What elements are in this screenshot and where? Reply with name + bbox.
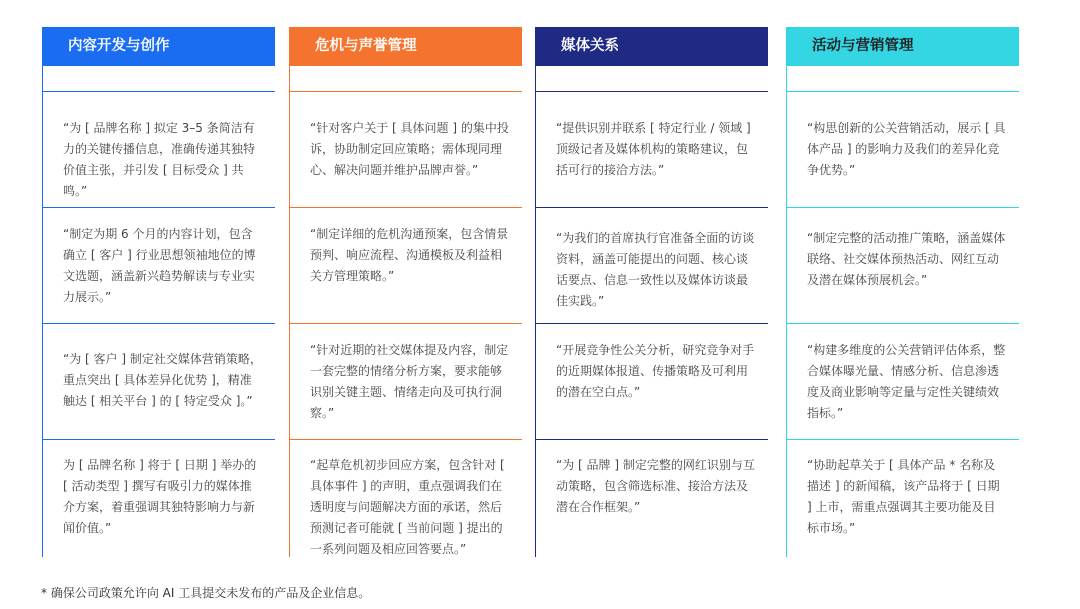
column-header: 危机与声誉管理	[289, 27, 522, 66]
divider	[536, 207, 768, 208]
prompt-item: “针对近期的社交媒体提及内容，制定一套完整的情绪分析方案，要求能够识别关键主题、情绪走向及可执行洞察。”	[310, 343, 509, 420]
divider	[536, 439, 768, 440]
divider	[787, 207, 1019, 208]
prompt-item: “为 [ 客户 ] 制定社交媒体营销策略，重点突出 [ 具体差异化优势 ]，精准触达 [ 相关平台 ] 的 [ 特定受众 ]。”	[63, 352, 262, 408]
divider	[536, 91, 768, 92]
divider	[290, 207, 522, 208]
divider	[787, 91, 1019, 92]
prompt-item: “制定详细的危机沟通预案，包含情景预判、响应流程、沟通模板及利益相关方管理策略。”	[310, 227, 509, 283]
column-content-development	[42, 27, 275, 557]
prompt-item: 为 [ 品牌名称 ] 将于 [ 日期 ] 举办的 [ 活动类型 ] 撰写有吸引力的媒体推介方案，着重强调其独特影响力与新闻价值。”	[63, 458, 257, 535]
prompt-item: “开展竞争性公关分析，研究竞争对手的近期媒体报道、传播策略及可利用的潜在空白点。”	[556, 343, 755, 399]
divider	[43, 91, 275, 92]
prompt-item: “制定为期 6 个月的内容计划，包含确立 [ 客户 ] 行业思想领袖地位的博文选题，涵盖新兴趋势解读与专业实力展示。”	[63, 227, 256, 304]
column-media-relations	[535, 27, 768, 557]
prompt-item: “构思创新的公关营销活动，展示 [ 具体产品 ] 的影响力及我们的差异化竞争优势。”	[807, 121, 1006, 177]
prompt-item: “针对客户关于 [ 具体问题 ] 的集中投诉，协助制定回应策略；需体现同理心、解决问题并维护品牌声誉。”	[310, 121, 509, 177]
divider	[43, 207, 275, 208]
prompt-item: “起草危机初步回应方案，包含针对 [ 具体事件 ] 的声明，重点强调我们在透明度与问题解决方面的承诺，然后预测记者可能就 [ 当前问题 ] 提出的一系列问题及相应回答要点。”	[310, 458, 505, 556]
divider	[290, 91, 522, 92]
divider	[43, 323, 275, 324]
divider	[536, 323, 768, 324]
prompt-item: “协助起草关于 [ 具体产品 * 名称及描述 ] 的新闻稿，该产品将于 [ 日期 ] 上市，需重点强调其主要功能及目标市场。”	[807, 458, 1000, 535]
divider	[787, 323, 1019, 324]
divider	[787, 439, 1019, 440]
prompt-item: “制定完整的活动推广策略，涵盖媒体联络、社交媒体预热活动、网红互动及潜在媒体预展机会。”	[807, 231, 1006, 287]
column-header: 内容开发与创作	[42, 27, 275, 66]
column-header: 媒体关系	[535, 27, 768, 66]
footnote: * 确保公司政策允许向 AI 工具提交未发布的产品及企业信息。	[41, 586, 371, 600]
divider	[290, 439, 522, 440]
prompt-item: “提供识别并联系 [ 特定行业 / 领域 ] 顶级记者及媒体机构的策略建议，包括可行的接洽方法。”	[556, 121, 751, 177]
divider	[43, 439, 275, 440]
prompt-item: “为 [ 品牌名称 ] 拟定 3–5 条简洁有力的关键传播信息，准确传递其独特价值主张，并引发 [ 目标受众 ] 共鸣。”	[63, 121, 256, 198]
column-crisis-reputation	[289, 27, 522, 557]
prompt-item: “构建多维度的公关营销评估体系，整合媒体曝光量、情感分析、信息渗透度及商业影响等定量与定性关键绩效指标。”	[807, 343, 1006, 420]
divider	[290, 323, 522, 324]
column-events-marketing	[786, 27, 1019, 557]
prompt-item: “为我们的首席执行官准备全面的访谈资料，涵盖可能提出的问题、核心谈话要点、信息一致性以及媒体访谈最佳实践。”	[556, 231, 755, 308]
prompt-item: “为 [ 品牌 ] 制定完整的网红识别与互动策略，包含筛选标准、接洽方法及潜在合作框架。”	[556, 458, 755, 514]
column-header: 活动与营销管理	[786, 27, 1019, 66]
